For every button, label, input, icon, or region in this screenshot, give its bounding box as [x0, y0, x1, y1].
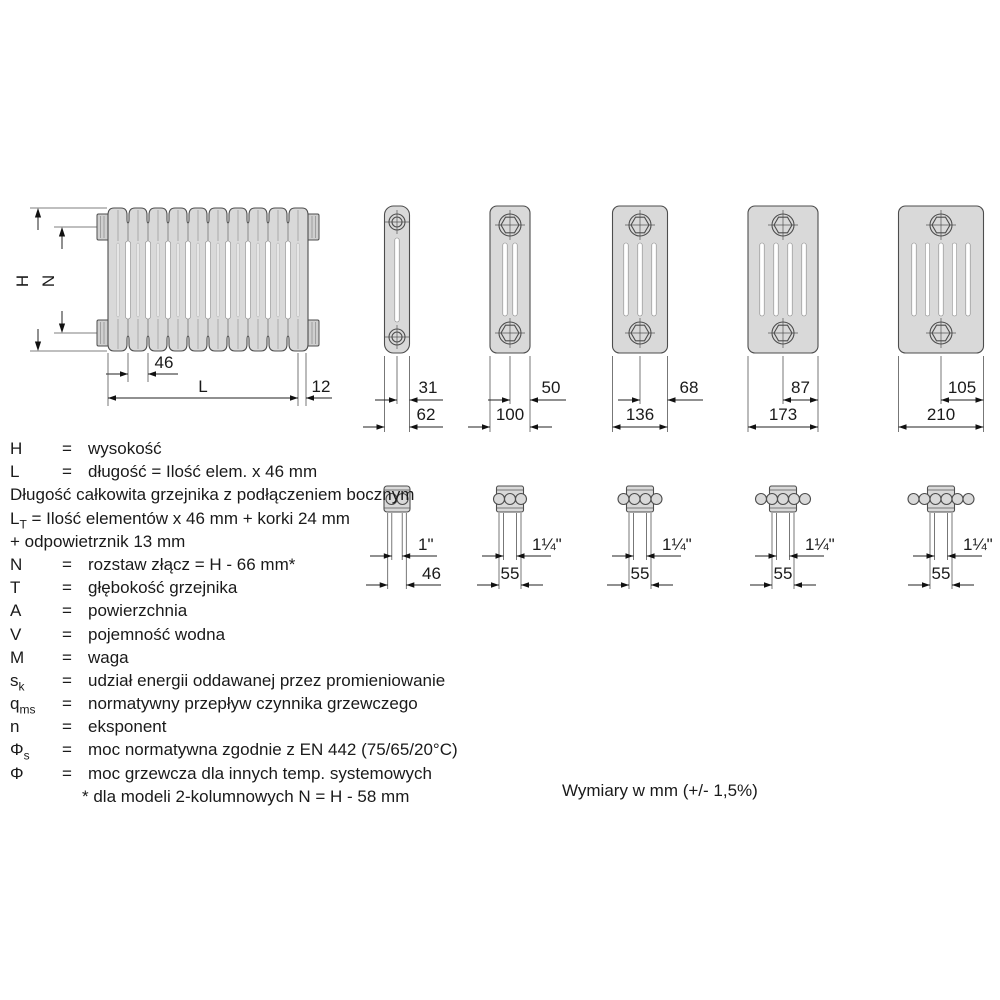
- dim-label: 100: [495, 405, 525, 424]
- dim-label: 62: [416, 405, 436, 424]
- dim-label: 1": [418, 535, 434, 554]
- depth-dimension: [363, 405, 443, 430]
- dim-label-46: 46: [154, 353, 174, 372]
- depth-dimension: [613, 405, 668, 430]
- top-view-6-column: [908, 486, 993, 589]
- pitch-dimension: [607, 564, 673, 588]
- legend-row: $q_{ms}$ = normatywny przepływ czynnika grzewczego: [10, 694, 418, 717]
- dim-label: 1¼": [963, 535, 993, 554]
- dim-label: 31: [418, 378, 438, 397]
- dim-label: 50: [541, 378, 561, 397]
- dim-label: 46: [422, 564, 441, 583]
- legend-footnote: * dla modeli 2-kolumnowych N = H - 58 mm: [82, 786, 410, 806]
- radiator-front-view: [13, 208, 332, 406]
- dim-label: 105: [947, 378, 977, 397]
- top-view-3-column: [477, 486, 562, 589]
- connection-spacing-dimension: [39, 227, 97, 333]
- legend-row: H = wysokość: [10, 439, 162, 458]
- half-depth-dimension: [618, 378, 703, 403]
- connection-size-dimension: [913, 535, 993, 559]
- dim-label: 68: [679, 378, 699, 397]
- legend-row: V = pojemność wodna: [10, 624, 226, 644]
- profile-3-column: [468, 206, 566, 432]
- dim-label: 1¼": [532, 535, 562, 554]
- legend-row: A = powierzchnia: [10, 601, 188, 621]
- top-view-4-column: [607, 486, 692, 589]
- legend-row: n = eksponent: [10, 717, 167, 737]
- legend-row: $L_T$ = Ilość elementów x 46 mm + korki 24 mm: [10, 508, 350, 531]
- profile-6-column: [899, 206, 984, 432]
- connection-size-dimension: [482, 535, 562, 559]
- element-width-dimension: [106, 353, 178, 382]
- dim-label: 87: [791, 378, 810, 397]
- half-depth-dimension: [783, 378, 818, 403]
- depth-dimension: [468, 405, 552, 430]
- legend-row: T = głębokość grzejnika: [10, 578, 238, 598]
- legend-row: M = waga: [10, 647, 129, 667]
- dim-label-H: H: [13, 274, 32, 288]
- top-view-5-column: [750, 486, 835, 589]
- dim-label-N: N: [39, 274, 58, 288]
- legend-row: L = długość = Ilość elem. x 46 mm: [10, 462, 318, 482]
- legend-row: + odpowietrznik 13 mm: [10, 531, 186, 551]
- dim-label: 1¼": [662, 535, 692, 554]
- half-depth-dimension: [375, 378, 443, 403]
- half-depth-dimension: [488, 378, 566, 403]
- dim-label: 55: [773, 564, 793, 583]
- pitch-dimension: [908, 564, 974, 588]
- legend-row: $\Phi_s$ = moc normatywna zgodnie z EN 442 (75/65/20°C): [10, 740, 458, 763]
- connection-size-dimension: [755, 535, 835, 559]
- legend-row: $s_k$ = udział energii oddawanej przez promieniowanie: [10, 670, 446, 694]
- dim-label: 210: [926, 405, 956, 424]
- height-dimension: [13, 208, 107, 351]
- connection-size-dimension: [612, 535, 692, 559]
- dim-label: 55: [500, 564, 520, 583]
- depth-dimension: [899, 405, 984, 430]
- legend-row: N = rozstaw złącz = H - 66 mm*: [10, 554, 296, 574]
- legend-row: Długość całkowita grzejnika z podłączeniem bocznym: [10, 485, 415, 505]
- dim-label-12: 12: [311, 377, 331, 396]
- profile-5-column: [748, 206, 818, 432]
- profile-2-column: [363, 206, 443, 432]
- dimensions-note: Wymiary w mm (+/- 1,5%): [562, 781, 758, 800]
- pitch-dimension: [750, 564, 816, 588]
- dim-label: 55: [931, 564, 951, 583]
- depth-dimension: [748, 405, 818, 430]
- end-cap-dimension: [306, 353, 332, 406]
- dim-label: 136: [625, 405, 655, 424]
- legend-row: Φ = moc grzewcza dla innych temp. systemowych: [10, 763, 432, 783]
- dim-label: 1¼": [805, 535, 835, 554]
- profile-4-column: [613, 206, 704, 432]
- length-dimension: [108, 353, 298, 406]
- pitch-dimension: [477, 564, 543, 588]
- symbol-legend: [10, 437, 458, 808]
- half-depth-dimension: [941, 378, 984, 403]
- dim-label: 55: [630, 564, 650, 583]
- dim-label: 173: [768, 405, 798, 424]
- dim-label-L: L: [198, 377, 208, 396]
